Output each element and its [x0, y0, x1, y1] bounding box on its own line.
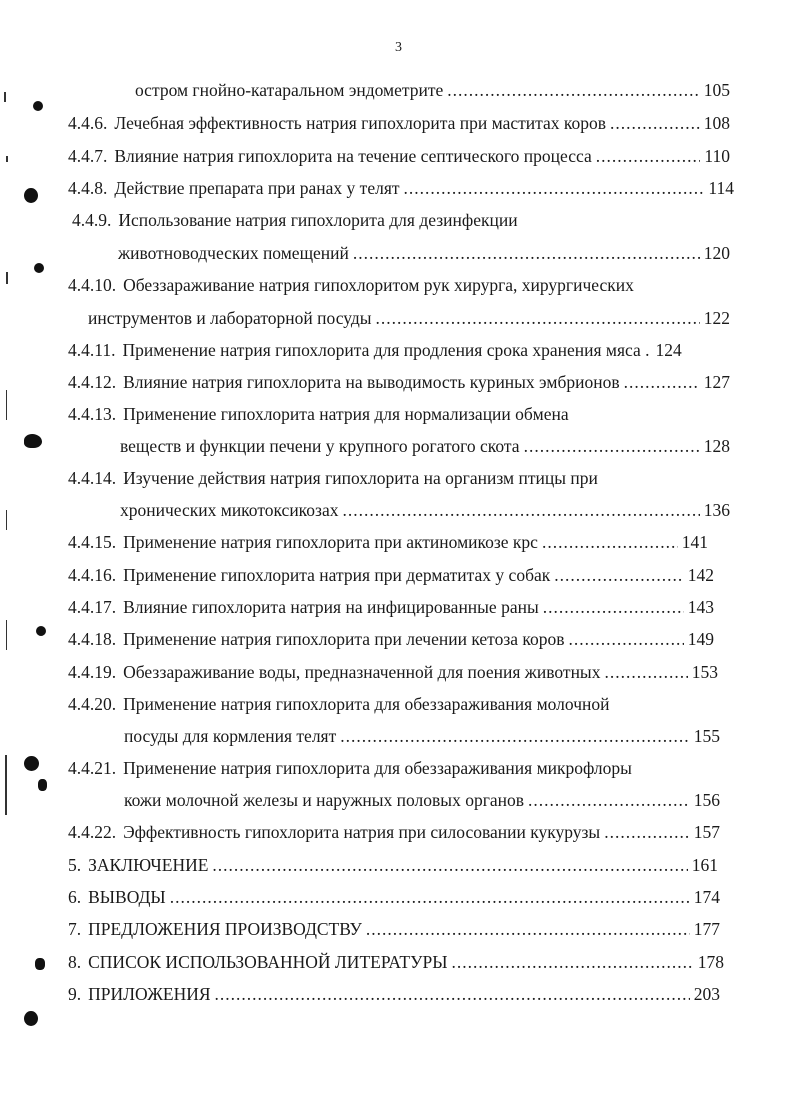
toc-entry[interactable]: [68, 177, 734, 199]
scan-artifact: [4, 92, 6, 102]
toc-entry-number: 4.4.12.: [68, 372, 117, 392]
toc-entry-page: 114: [708, 178, 734, 198]
scan-artifact: [6, 272, 8, 284]
toc-leader-dots: [569, 628, 684, 650]
toc-entry[interactable]: [68, 693, 610, 715]
toc-entry-text: ВЫВОДЫ: [88, 887, 166, 907]
toc-entry[interactable]: [68, 983, 720, 1005]
scan-artifact: [6, 156, 8, 162]
toc-leader-dots: [452, 951, 694, 973]
toc-entry-page: 203: [693, 984, 720, 1004]
toc-leader-dots: [596, 145, 701, 167]
toc-entry-number: 4.4.7.: [68, 146, 108, 166]
toc-entry[interactable]: [68, 757, 632, 779]
toc-entry-text: СПИСОК ИСПОЛЬЗОВАННОЙ ЛИТЕРАТУРЫ: [88, 952, 448, 972]
punch-hole-mark: [34, 263, 44, 273]
toc-entry-number: 4.4.21.: [68, 758, 117, 778]
toc-leader-dots: [624, 371, 700, 393]
toc-leader-dots: [353, 242, 700, 264]
toc-entry-page: 124: [655, 340, 682, 360]
toc-leader-dots: [376, 307, 700, 329]
punch-hole-mark: [24, 434, 42, 448]
toc-entry[interactable]: [120, 435, 730, 457]
toc-entry[interactable]: [135, 79, 730, 101]
toc-entry[interactable]: [124, 725, 720, 747]
toc-entry-page: 177: [693, 919, 720, 939]
toc-entry-text: ПРЕДЛОЖЕНИЯ ПРОИЗВОДСТВУ: [88, 919, 362, 939]
toc-entry-text: Применение гипохлорита натрия при дерматитах у собак: [123, 565, 551, 585]
toc-entry[interactable]: [68, 112, 730, 134]
toc-entry-page: 156: [693, 790, 720, 810]
toc-entry-text: Применение натрия гипохлорита для обеззараживания молочной: [123, 694, 610, 714]
scan-artifact: [6, 510, 7, 530]
toc-entry-page: 143: [687, 597, 714, 617]
toc-entry-text: Влияние гипохлорита натрия на инфицированные раны: [123, 597, 539, 617]
toc-entry[interactable]: [72, 209, 518, 231]
toc-leader-dots: [528, 789, 690, 811]
toc-entry-page: 141: [681, 532, 708, 552]
toc-entry-page: 122: [703, 308, 730, 328]
punch-hole-mark: [35, 958, 45, 970]
punch-hole-mark: [36, 626, 46, 636]
toc-entry-page: 153: [691, 662, 718, 682]
toc-entry-text: кожи молочной железы и наружных половых органов: [124, 790, 525, 810]
toc-entry-text: Лечебная эффективность натрия гипохлорита при маститах коров: [114, 113, 606, 133]
toc-entry-text: Изучение действия натрия гипохлорита на организм птицы при: [123, 468, 598, 488]
toc-entry[interactable]: [68, 951, 724, 973]
toc-entry-text: инструментов и лабораторной посуды: [88, 308, 372, 328]
toc-entry-number: 8.: [68, 952, 82, 972]
toc-entry-page: 128: [703, 436, 730, 456]
toc-entry-text: ЗАКЛЮЧЕНИЕ: [88, 855, 209, 875]
scan-artifact: [6, 390, 7, 420]
toc-entry[interactable]: [68, 918, 720, 940]
toc-entry-text: Применение натрия гипохлорита для обеззараживания микрофлоры: [123, 758, 632, 778]
toc-entry[interactable]: [68, 854, 718, 876]
page-number: 3: [395, 40, 402, 55]
toc-entry-text: Применение натрия гипохлорита при актиномикозе крс: [123, 532, 538, 552]
toc-entry-number: 4.4.22.: [68, 822, 117, 842]
toc-entry-number: 4.4.9.: [72, 210, 112, 230]
toc-entry-page: 108: [703, 113, 730, 133]
toc-entry-page: 157: [693, 822, 720, 842]
toc-entry-text: животноводческих помещений: [118, 243, 349, 263]
toc-leader-dots: [524, 435, 700, 457]
toc-entry-text: Влияние натрия гипохлорита на выводимость куриных эмбрионов: [123, 372, 620, 392]
toc-entry[interactable]: [68, 339, 730, 361]
toc-entry-number: 4.4.14.: [68, 468, 117, 488]
scan-artifact: [5, 755, 7, 815]
scan-artifact: [6, 620, 7, 650]
toc-entry-number: 4.4.16.: [68, 565, 117, 585]
toc-leader-dots: [170, 886, 690, 908]
toc-leader-dots: [447, 79, 699, 101]
toc-entry-text: веществ и функции печени у крупного рогатого скота: [120, 436, 520, 456]
toc-entry[interactable]: [68, 531, 708, 553]
toc-entry[interactable]: [68, 467, 598, 489]
toc-leader-dots: [604, 661, 687, 683]
toc-entry-page: 161: [691, 855, 718, 875]
toc-leader-dots: [366, 918, 690, 940]
toc-leader-dots: [342, 499, 699, 521]
toc-entry-number: 5.: [68, 855, 82, 875]
toc-entry-page: 155: [693, 726, 720, 746]
punch-hole-mark: [38, 779, 47, 791]
toc-entry[interactable]: [68, 564, 714, 586]
toc-entry[interactable]: [68, 403, 569, 425]
toc-entry-page: 142: [687, 565, 714, 585]
toc-leader-dots: [554, 564, 684, 586]
toc-leader-dots: [610, 112, 700, 134]
punch-hole-mark: [24, 1011, 38, 1026]
toc-entry-text: Применение гипохлорита натрия для нормализации обмена: [123, 404, 569, 424]
toc-entry-number: 9.: [68, 984, 82, 1004]
toc-entry-page: 178: [697, 952, 724, 972]
toc-entry-page: 136: [703, 500, 730, 520]
toc-entry-page: 127: [703, 372, 730, 392]
toc-entry[interactable]: [88, 307, 730, 329]
toc-entry[interactable]: [68, 145, 730, 167]
toc-entry-page: 174: [693, 887, 720, 907]
toc-entry-text: Действие препарата при ранах у телят: [114, 178, 400, 198]
toc-entry[interactable]: [68, 371, 730, 393]
toc-entry[interactable]: [68, 821, 720, 843]
toc-entry[interactable]: [120, 499, 730, 521]
toc-entry-text: хронических микотоксикозах: [120, 500, 339, 520]
toc-entry[interactable]: [68, 274, 634, 296]
toc-entry[interactable]: [68, 886, 720, 908]
toc-entry-page: 105: [703, 80, 730, 100]
toc-entry-number: 6.: [68, 887, 82, 907]
punch-hole-mark: [24, 756, 39, 771]
toc-entry-page: 149: [687, 629, 714, 649]
toc-entry-text: Эффективность гипохлорита натрия при силосовании кукурузы: [123, 822, 601, 842]
toc-entry-number: 4.4.18.: [68, 629, 117, 649]
toc-entry-number: 4.4.17.: [68, 597, 117, 617]
toc-entry-page: 120: [703, 243, 730, 263]
toc-leader-dots: [340, 725, 689, 747]
toc-entry-number: 4.4.15.: [68, 532, 117, 552]
toc-leader-dots: [212, 854, 687, 876]
toc-entry-text: ПРИЛОЖЕНИЯ: [88, 984, 211, 1004]
toc-entry-text: Применение натрия гипохлорита при лечении кетоза коров: [123, 629, 565, 649]
toc-entry-number: 4.4.6.: [68, 113, 108, 133]
toc-entry[interactable]: [118, 242, 730, 264]
toc-entry[interactable]: [124, 789, 720, 811]
toc-leader-dots: [404, 177, 705, 199]
toc-entry[interactable]: [68, 596, 714, 618]
punch-hole-mark: [24, 188, 38, 203]
toc-leader-dots: [215, 983, 690, 1005]
toc-entry-number: 4.4.19.: [68, 662, 117, 682]
punch-hole-mark: [33, 101, 43, 111]
toc-entry-text: Применение натрия гипохлорита для продления срока хранения мяса .: [122, 340, 650, 360]
toc-entry-text: Обеззараживание натрия гипохлоритом рук хирурга, хирургических: [123, 275, 634, 295]
toc-entry[interactable]: [68, 628, 714, 650]
toc-entry-number: 4.4.13.: [68, 404, 117, 424]
toc-entry-text: остром гнойно-катаральном эндометрите: [135, 80, 444, 100]
toc-entry-number: 4.4.10.: [68, 275, 117, 295]
toc-leader-dots: [542, 531, 678, 553]
toc-entry-number: 4.4.8.: [68, 178, 108, 198]
toc-entry-text: Влияние натрия гипохлорита на течение септического процесса: [114, 146, 592, 166]
toc-leader-dots: [604, 821, 690, 843]
toc-entry-text: Использование натрия гипохлорита для дезинфекции: [118, 210, 518, 230]
toc-entry-number: 4.4.11.: [68, 340, 116, 360]
toc-entry-text: Обеззараживание воды, предназначенной для поения животных: [123, 662, 601, 682]
toc-entry-text: посуды для кормления телят: [124, 726, 337, 746]
toc-entry-number: 4.4.20.: [68, 694, 117, 714]
toc-entry[interactable]: [68, 661, 718, 683]
toc-entry-number: 7.: [68, 919, 82, 939]
toc-entry-page: 110: [704, 146, 730, 166]
toc-leader-dots: [543, 596, 684, 618]
